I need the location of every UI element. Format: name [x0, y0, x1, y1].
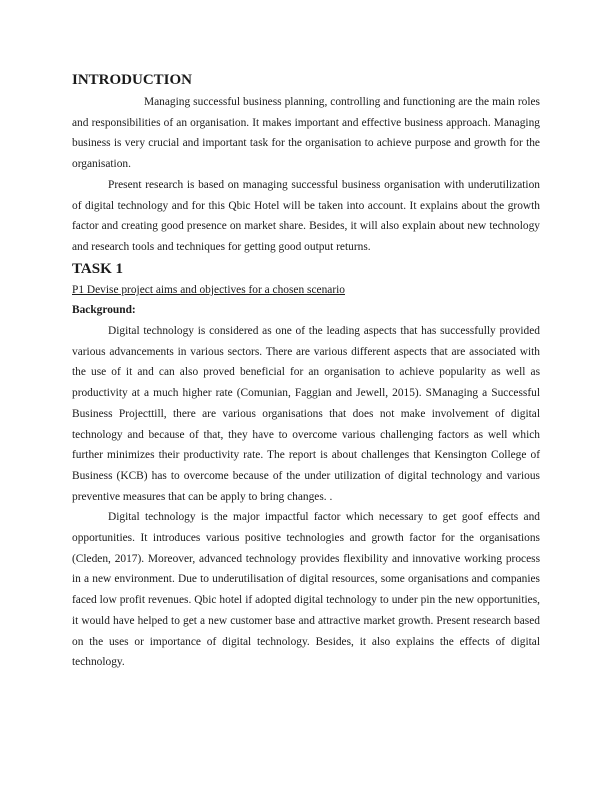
background-paragraph-1: Digital technology is considered as one of the leading aspects that has successfully provided various advancements in various sectors. There are various different aspects that are associated with the use of it and can also proved beneficial for an organisation to achieve popularity as well as productivity at a much higher rate (Comunian, Faggian and Jewell, 2015). SManaging a Successful Business Projecttill, there are various organisations that does not make involvement of digital technology and because of that, they have to overcome various challenging factors as well which further minimizes their productivity rate. The report is about challenges that Kensington College of Business (KCB) has to overcome because of the under utilization of digital technology and various preventive measures that can be apply to bring changes. .: [72, 325, 540, 503]
document-page: [72, 71, 540, 673]
introduction-paragraph-2: Present research is based on managing successful business organisation with underutilization of digital technology and for this Qbic Hotel will be taken into account. It explains about the growth factor and creating good presence on market share. Besides, it will also explain about new technology and research tools and techniques for getting good output returns.: [72, 178, 540, 253]
introduction-paragraph-1: Managing successful business planning, controlling and functioning are the main roles and responsibilities of an organisation. It makes important and effective business approach. Managing business is very crucial and important task for the organisation to achieve purpose and growth for the organisation.: [72, 96, 540, 171]
background-label: Background:: [72, 304, 136, 317]
background-paragraph-2: Digital technology is the major impactful factor which necessary to get goof effects and opportunities. It introduces various positive technologies and growth factor for the organisations (Cleden, 2017). Moreover, advanced technology provides flexibility and innovative working process in a new environment. Due to underutilisation of digital resources, some organisations and companies faced low profit revenues. Qbic hotel if adopted digital technology to under pin the new opportunities, it would have helped to get a new customer base and attractive market growth. Present research based on the uses or importance of digital technology. Besides, it also explains the effects of digital technology.: [72, 511, 540, 669]
introduction-heading: INTRODUCTION: [72, 72, 193, 88]
task1-heading: TASK 1: [72, 260, 123, 277]
task1-subheading: P1 Devise project aims and objectives for a chosen scenario: [72, 283, 345, 296]
